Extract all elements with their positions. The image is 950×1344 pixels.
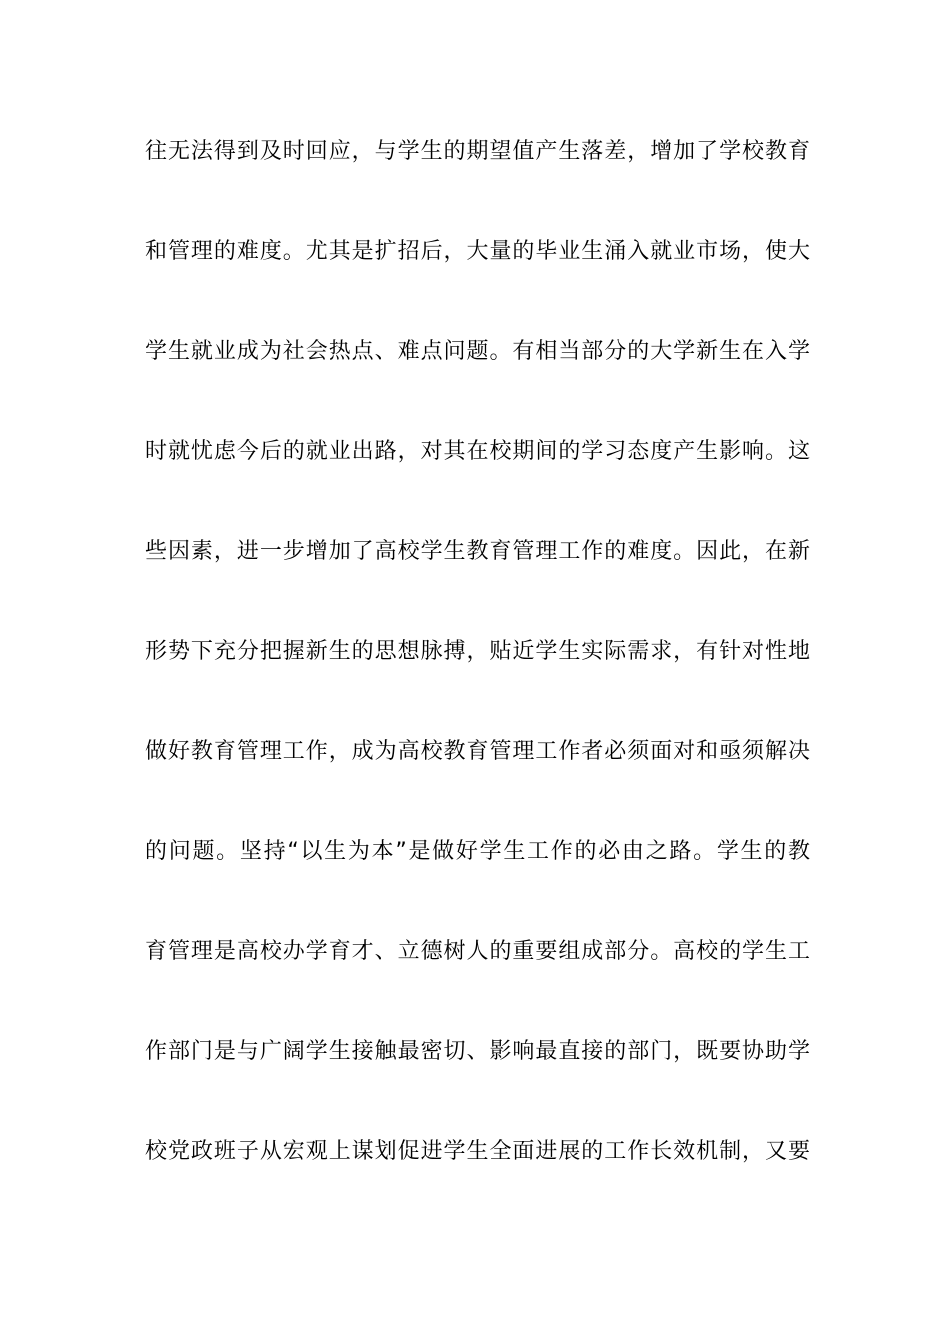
- text-line: 形势下充分把握新生的思想脉搏，贴近学生实际需求，有针对性地: [145, 639, 810, 664]
- text-line: 育管理是高校办学育才、立德树人的重要组成部分。高校的学生工: [145, 939, 810, 964]
- body-paragraph: [145, 132, 810, 1232]
- text-line: 做好教育管理工作，成为高校教育管理工作者必须面对和亟须解决: [145, 739, 810, 764]
- text-line: 些因素，进一步增加了高校学生教育管理工作的难度。因此，在新: [145, 539, 810, 564]
- text-line: 学生就业成为社会热点、难点问题。有相当部分的大学新生在入学: [145, 339, 810, 364]
- text-line: 往无法得到及时回应，与学生的期望值产生落差，增加了学校教育: [145, 139, 810, 164]
- text-line: 和管理的难度。尤其是扩招后，大量的毕业生涌入就业市场，使大: [145, 239, 810, 264]
- text-line: 时就忧虑今后的就业出路，对其在校期间的学习态度产生影响。这: [145, 439, 810, 464]
- text-line: 作部门是与广阔学生接触最密切、影响最直接的部门，既要协助学: [145, 1039, 810, 1064]
- text-line: 校党政班子从宏观上谋划促进学生全面进展的工作长效机制，又要: [145, 1139, 810, 1164]
- text-line: 的问题。坚持“以生为本”是做好学生工作的必由之路。学生的教: [145, 839, 810, 864]
